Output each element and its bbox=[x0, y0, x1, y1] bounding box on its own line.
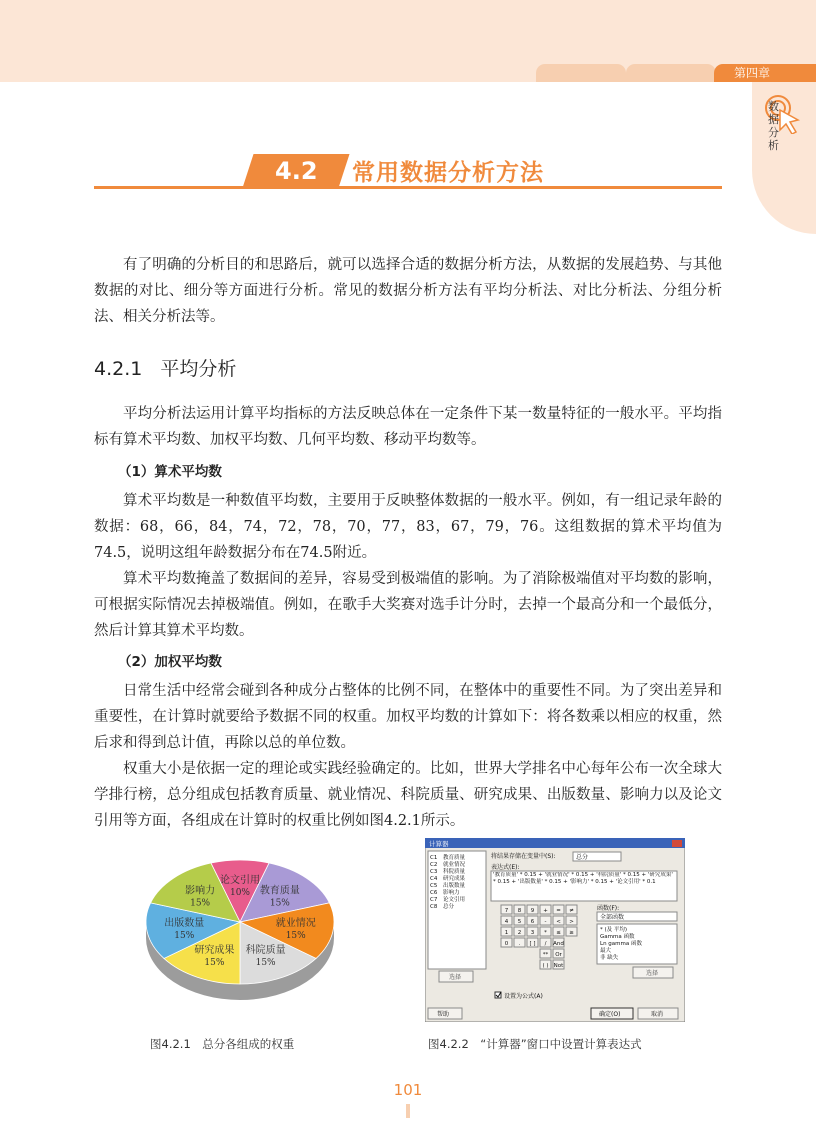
variable-name[interactable]: 研究成果 bbox=[443, 876, 466, 882]
keypad-key-label: 8 bbox=[517, 908, 522, 914]
pie-slice-label: 研究成果 bbox=[194, 945, 235, 957]
keypad-key-label: - bbox=[544, 919, 547, 925]
page-number: 101 bbox=[393, 1081, 423, 1099]
keypad-key-label: ≥ bbox=[569, 930, 574, 936]
keypad-key-label: ( ) bbox=[542, 963, 549, 969]
variable-list-items bbox=[430, 853, 466, 910]
figure1-caption: 图4.2.1 总分各组成的权重 bbox=[150, 1037, 295, 1051]
function-item[interactable]: 最大 bbox=[600, 948, 612, 954]
keypad-key-label: + bbox=[543, 908, 548, 914]
select-variable-label: 选择 bbox=[449, 974, 462, 981]
subsection-paragraph: 平均分析法运用计算平均指标的方法反映总体在一定条件下某一数量特征的一般水平。平均指标有算术平均数、加权平均数、几何平均数、移动平均数等。 bbox=[94, 406, 722, 448]
item-heading-arithmetic: （1）算术平均数 bbox=[118, 464, 222, 480]
expression-label: 表达式(E): bbox=[491, 864, 520, 871]
variable-name[interactable]: 出版数量 bbox=[443, 883, 466, 889]
variable-name[interactable]: 影响力 bbox=[443, 890, 460, 896]
variable-name[interactable]: 教育质量 bbox=[443, 855, 466, 861]
keypad-key-label: ≠ bbox=[569, 908, 574, 914]
pie-slice-label: 科院质量 bbox=[245, 945, 286, 957]
chapter-label: 第四章 bbox=[714, 64, 816, 82]
keypad-key-label: 9 bbox=[530, 908, 535, 914]
keypad-key-label: > bbox=[569, 919, 574, 925]
variable-name[interactable]: 论文引用 bbox=[443, 897, 466, 903]
section-number-box bbox=[242, 154, 349, 188]
store-label: 将结果存储在变量中(S): bbox=[491, 853, 556, 860]
pie-slice-label: 教育质量 bbox=[259, 885, 300, 897]
pie-slice-value: 10% bbox=[229, 887, 251, 898]
variable-id: C7 bbox=[430, 897, 438, 903]
function-item[interactable]: * (及 平均) bbox=[600, 927, 628, 933]
help-label: 帮助 bbox=[437, 1011, 450, 1018]
subsection-heading bbox=[94, 354, 236, 381]
intro-paragraph: 有了明确的分析目的和思路后，就可以选择合适的数据分析方法，从数据的发展趋势、与其他数据的对比、细分等方面进行分析。常见的数据分析方法有平均分析法、对比分析法、分组分析法、相关分析法等。 bbox=[94, 257, 722, 325]
window-title: 计算器 bbox=[429, 840, 449, 848]
chapter-tab-decor bbox=[626, 64, 716, 82]
variable-id: C4 bbox=[430, 876, 438, 882]
section-number: 4.2 bbox=[274, 157, 318, 185]
variable-name[interactable]: 就业情况 bbox=[443, 862, 466, 868]
pie-chart bbox=[134, 838, 346, 1022]
variable-id: C6 bbox=[430, 890, 438, 896]
variable-id: C3 bbox=[430, 869, 438, 875]
pie-slice-value: 15% bbox=[190, 898, 211, 909]
chapter-tab-decor bbox=[536, 64, 626, 82]
keypad-key-label: 4 bbox=[504, 919, 509, 925]
variable-id: C8 bbox=[430, 904, 438, 910]
keypad-key-label: Not bbox=[553, 963, 564, 969]
pie-slice-label: 就业情况 bbox=[275, 917, 316, 929]
pie-slice-label: 出版数量 bbox=[164, 917, 205, 929]
function-item[interactable]: Gamma 函数 bbox=[600, 934, 635, 940]
keypad-key-label: ≤ bbox=[556, 930, 561, 936]
function-item[interactable]: 非 缺失 bbox=[600, 955, 619, 961]
keypad-key-label: 7 bbox=[504, 908, 509, 914]
weighted-paragraph-1: 日常生活中经常会碰到各种成分占整体的比例不同，在整体中的重要性不同。为了突出差异和重要性，在计算时就要给予数据不同的权重。加权平均数的计算如下：将各数乘以相应的权重，然后求和得到总计值，再除以总的单位数。 bbox=[94, 683, 722, 751]
keypad-key-label: And bbox=[553, 941, 564, 947]
cancel-label: 取消 bbox=[651, 1011, 664, 1018]
keypad-key-label: 3 bbox=[530, 930, 535, 936]
keypad-key-label: 5 bbox=[517, 919, 522, 925]
variable-id: C2 bbox=[430, 862, 438, 868]
select-function-label: 选择 bbox=[646, 970, 659, 977]
functions-label: 函数(F): bbox=[597, 905, 620, 912]
keypad-key-label: * bbox=[544, 930, 547, 936]
pie-slice-label: 论文引用 bbox=[220, 874, 260, 886]
pie-slice-value: 15% bbox=[269, 898, 290, 909]
keypad-key-label: < bbox=[556, 919, 561, 925]
weighted-paragraph-2: 权重大小是依据一定的理论或实践经验确定的。比如，世界大学排名中心每年公布一次全球大学排行榜，总分组成包括教育质量、就业情况、科院质量、研究成果、出版数量、影响力以及论文引用等方面，各组成在计算时的权重比例如图4.2.1所示。 bbox=[94, 761, 722, 829]
side-label: 数据分析 bbox=[768, 100, 779, 152]
keypad-key-label: 1 bbox=[504, 930, 509, 936]
pie-slice-value: 15% bbox=[255, 958, 276, 969]
figure2-caption: 图4.2.2 “计算器”窗口中设置计算表达式 bbox=[428, 1037, 642, 1051]
variable-id: C1 bbox=[430, 855, 438, 861]
pie-slice-value: 15% bbox=[204, 958, 225, 969]
subsection-title: 平均分析 bbox=[160, 358, 237, 380]
pie-slice-label: 影响力 bbox=[185, 885, 216, 897]
ok-label: 确定(O) bbox=[599, 1011, 621, 1018]
keypad-key-label: . bbox=[518, 941, 521, 947]
arithmetic-paragraph-1: 算术平均数是一种数值平均数，主要用于反映整体数据的一般水平。例如，有一组记录年龄的数据：68，66，84，74，72，78，70，77，83，67，79，76。这组数据的算术平均值为74.5，说明这组年龄数据分布在74.5附近。 bbox=[94, 493, 722, 561]
expression-text: '教育质量' * 0.15 + '就业情况' * 0.15 + '科院质量' * 0.15 + '研究成果' * 0.15 + '出版数量' * 0.15 + '影响力' * 0.15 + '论文引用' * 0.1 bbox=[493, 872, 673, 885]
calculator-window bbox=[425, 838, 685, 1022]
variable-name[interactable]: 总分 bbox=[443, 904, 455, 910]
pie-slice-value: 15% bbox=[174, 930, 195, 941]
store-value: 总分 bbox=[576, 854, 589, 861]
checkbox-label: 设置为公式(A) bbox=[504, 993, 543, 1000]
keypad-key-label: 0 bbox=[504, 941, 509, 947]
figure-pie-chart bbox=[134, 838, 346, 1022]
pie-slice-value: 15% bbox=[285, 930, 306, 941]
section-heading bbox=[94, 150, 722, 192]
arithmetic-paragraph-2: 算术平均数掩盖了数据间的差异，容易受到极端值的影响。为了消除极端值对平均数的影响，可根据实际情况去掉极端值。例如，在歌手大奖赛对选手计分时，去掉一个最高分和一个最低分，然后计算其算术平均数。 bbox=[94, 571, 722, 639]
subsection-number: 4.2.1 bbox=[94, 358, 143, 380]
keypad-key-label: / bbox=[544, 941, 547, 947]
variable-id: C5 bbox=[430, 883, 438, 889]
functions-filter: 全部函数 bbox=[600, 914, 625, 921]
close-icon[interactable] bbox=[672, 840, 682, 847]
keypad-key-label: Or bbox=[555, 952, 562, 958]
keypad-key-label: 6 bbox=[530, 919, 535, 925]
variable-name[interactable]: 科院质量 bbox=[443, 869, 466, 875]
keypad-key-label: = bbox=[556, 908, 561, 914]
keypad-key-label: ** bbox=[542, 952, 549, 958]
section-title: 常用数据分析方法 bbox=[352, 160, 544, 186]
keypad-key-label: [ ] bbox=[529, 941, 536, 947]
function-item[interactable]: Ln gamma 函数 bbox=[600, 941, 642, 947]
item-heading-weighted: （2）加权平均数 bbox=[118, 654, 222, 670]
keypad-key-label: 2 bbox=[517, 930, 522, 936]
page-number-bar bbox=[406, 1104, 410, 1118]
